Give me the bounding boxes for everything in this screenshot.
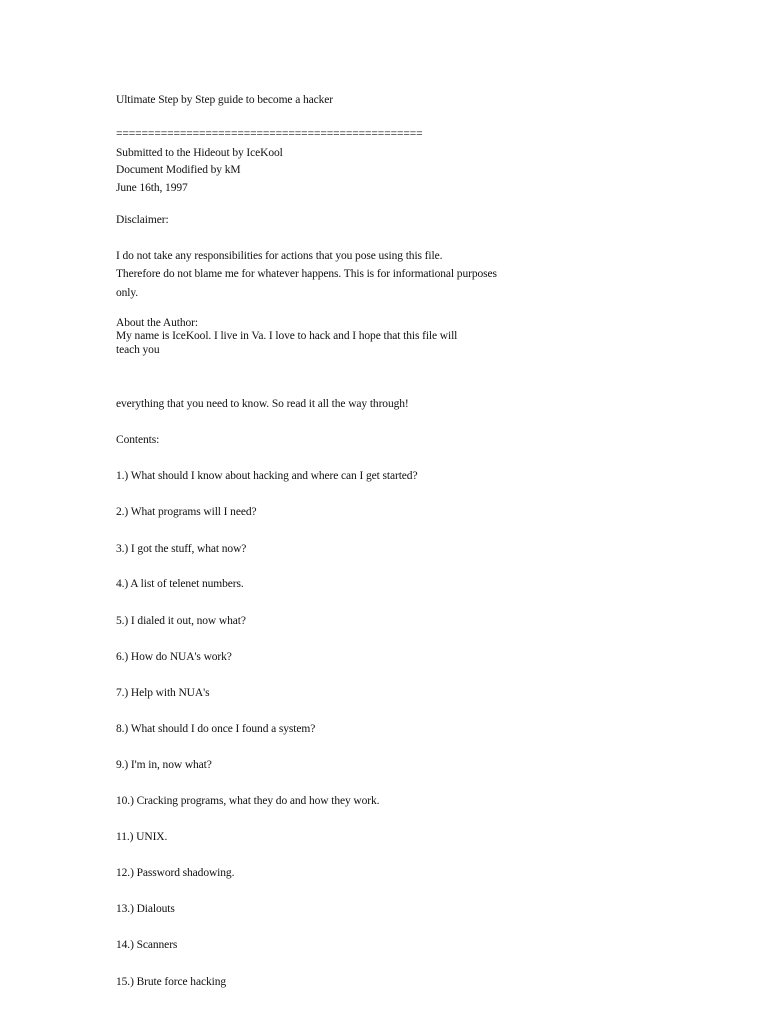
about-line: My name is IceKool. I live in Va. I love to hack and I hope that this file will: [116, 330, 458, 342]
disclaimer-line: I do not take any responsibilities for actions that you pose using this file.: [116, 250, 443, 262]
submitted-by: Submitted to the Hideout by IceKool: [116, 147, 283, 159]
disclaimer-line: only.: [116, 287, 139, 299]
disclaimer-heading: Disclaimer:: [116, 214, 169, 226]
disclaimer-line: Therefore do not blame me for whatever happens. This is for informational purposes: [116, 268, 497, 280]
contents-item: 6.) How do NUA's work?: [116, 651, 232, 663]
contents-item: 14.) Scanners: [116, 939, 178, 951]
contents-item: 9.) I'm in, now what?: [116, 759, 212, 771]
about-line: teach you: [116, 344, 160, 356]
contents-item: 10.) Cracking programs, what they do and how they work.: [116, 795, 380, 807]
contents-item: 11.) UNIX.: [116, 831, 168, 843]
contents-item: 8.) What should I do once I found a system?: [116, 723, 316, 735]
document-title: Ultimate Step by Step guide to become a hacker: [116, 94, 334, 106]
contents-item: 3.) I got the stuff, what now?: [116, 543, 247, 555]
contents-item: 1.) What should I know about hacking and where can I get started?: [116, 470, 418, 482]
contents-heading: Contents:: [116, 434, 160, 446]
contents-item: 12.) Password shadowing.: [116, 867, 235, 879]
contents-item: 4.) A list of telenet numbers.: [116, 578, 244, 590]
contents-item: 5.) I dialed it out, now what?: [116, 615, 246, 627]
about-line: everything that you need to know. So read it all the way through!: [116, 398, 409, 410]
document-date: June 16th, 1997: [116, 182, 188, 194]
contents-item: 2.) What programs will I need?: [116, 506, 257, 518]
contents-item: 13.) Dialouts: [116, 903, 175, 915]
document-page: [116, 0, 736, 1024]
contents-item: 15.) Brute force hacking: [116, 976, 227, 988]
modified-by: Document Modified by kM: [116, 164, 241, 176]
about-heading: About the Author:: [116, 317, 198, 329]
title-separator: ================================================: [116, 128, 423, 140]
contents-item: 7.) Help with NUA's: [116, 687, 210, 699]
